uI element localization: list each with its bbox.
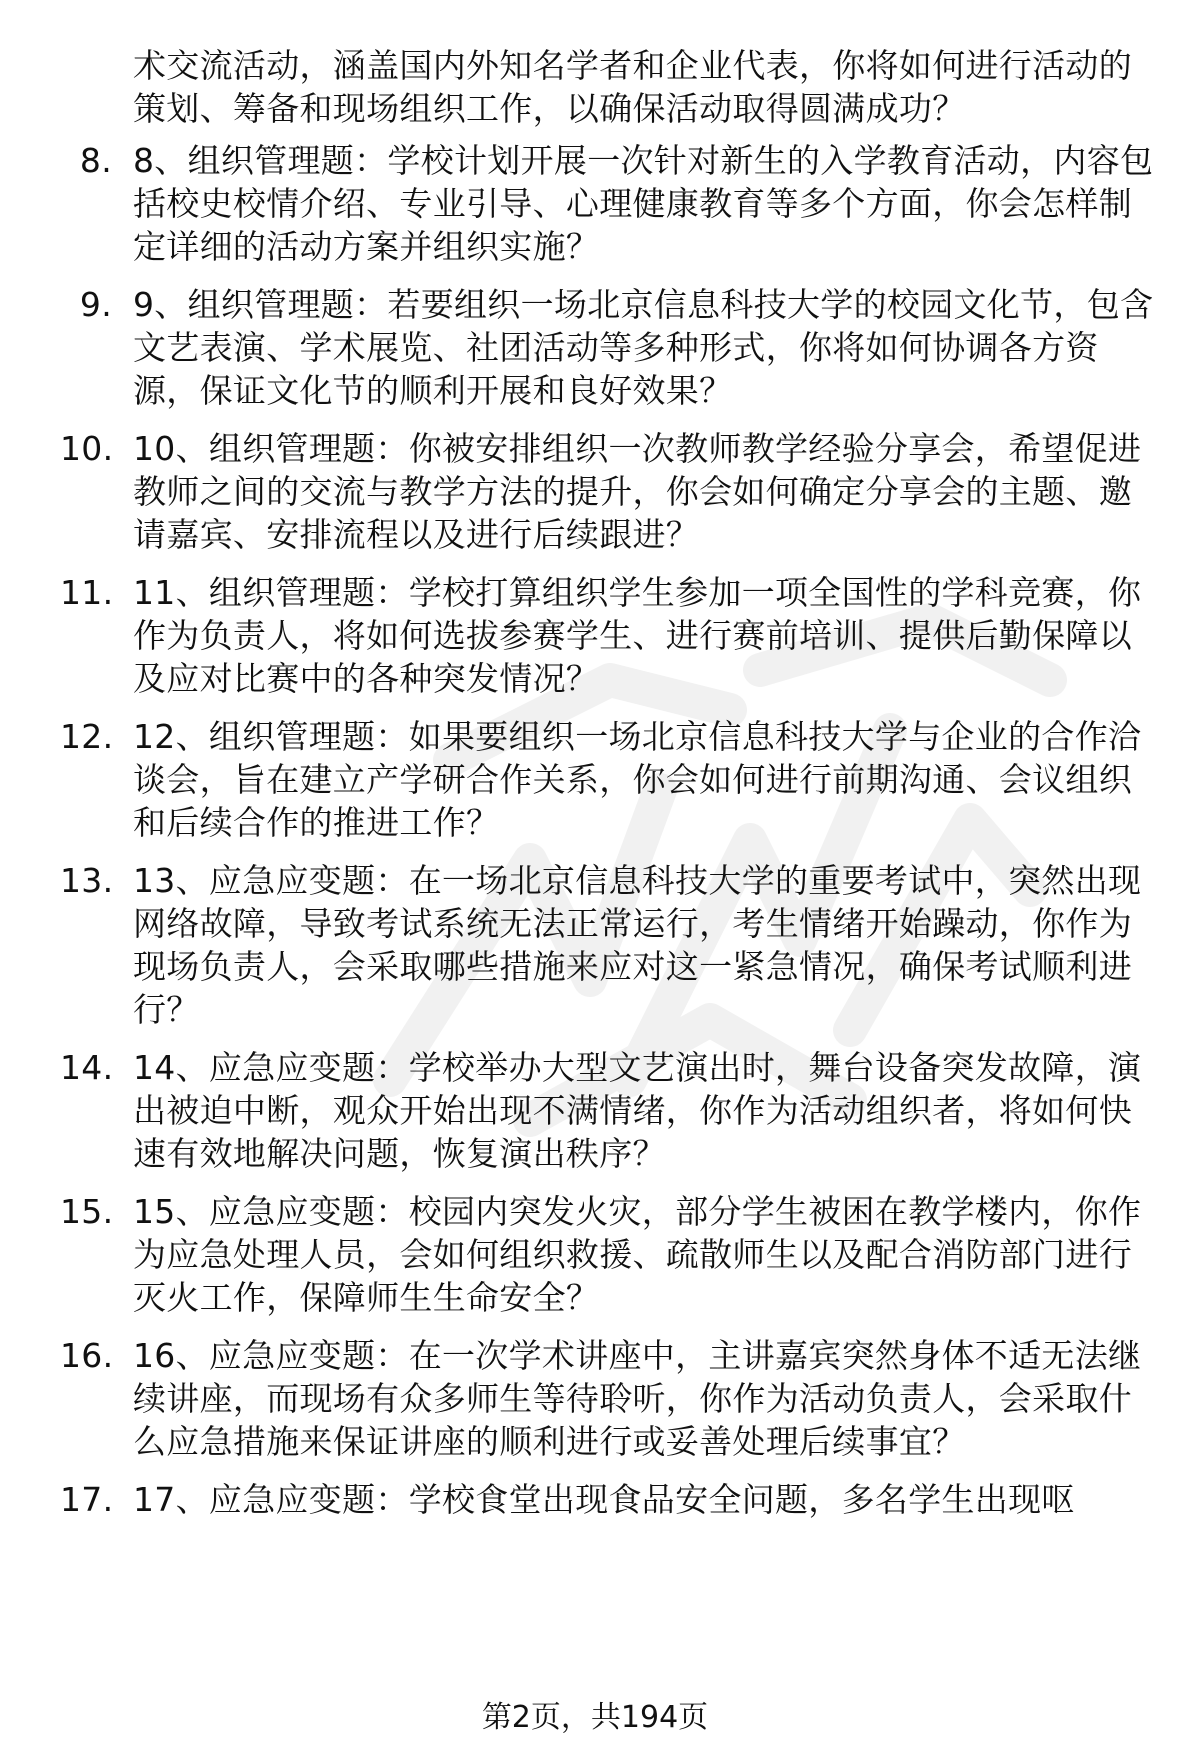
list-number: 14.	[60, 1048, 114, 1087]
list-number: 13.	[60, 861, 114, 900]
question-text: 13、应急应变题：在一场北京信息科技大学的重要考试中，突然出现网络故障，导致考试系统无法正常运行，考生情绪开始躁动，你作为现场负责人，会采取哪些措施来应对这一紧急情况，确保考试顺利进行？	[133, 861, 1142, 1029]
list-item	[60, 139, 1160, 268]
list-number: 10.	[60, 429, 114, 468]
list-number: 11.	[60, 573, 114, 612]
list-item	[60, 571, 1160, 700]
list-item	[60, 427, 1160, 556]
question-text: 9、组织管理题：若要组织一场北京信息科技大学的校园文化节，包含文艺表演、学术展览、社团活动等多种形式，你将如何协调各方资源，保证文化节的顺利开展和良好效果？	[133, 285, 1154, 410]
question-text: 17、应急应变题：学校食堂出现食品安全问题，多名学生出现呕	[133, 1480, 1075, 1519]
list-number: 15.	[60, 1192, 114, 1231]
list-number: 9.	[79, 285, 112, 324]
question-text: 10、组织管理题：你被安排组织一次教师教学经验分享会，希望促进教师之间的交流与教学方法的提升，你会如何确定分享会的主题、邀请嘉宾、安排流程以及进行后续跟进？	[133, 429, 1142, 554]
list-item	[60, 859, 1160, 1031]
question-text: 15、应急应变题：校园内突发火灾，部分学生被困在教学楼内，你作为应急处理人员，会如何组织救援、疏散师生以及配合消防部门进行灭火工作，保障师生生命安全？	[133, 1192, 1142, 1317]
list-number: 8.	[79, 141, 112, 180]
continued-paragraph: 术交流活动，涵盖国内外知名学者和企业代表，你将如何进行活动的策划、筹备和现场组织工作，以确保活动取得圆满成功？	[133, 46, 1132, 128]
list-item	[60, 283, 1160, 412]
question-text: 11、组织管理题：学校打算组织学生参加一项全国性的学科竞赛，你作为负责人，将如何选拔参赛学生、进行赛前培训、提供后勤保障以及应对比赛中的各种突发情况？	[133, 573, 1142, 698]
list-item	[60, 1190, 1160, 1319]
question-text: 8、组织管理题：学校计划开展一次针对新生的入学教育活动，内容包括校史校情介绍、专业引导、心理健康教育等多个方面，你会怎样制定详细的活动方案并组织实施？	[133, 141, 1154, 266]
question-text: 16、应急应变题：在一次学术讲座中，主讲嘉宾突然身体不适无法继续讲座，而现场有众多师生等待聆听，你作为活动负责人，会采取什么应急措施来保证讲座的顺利进行或妥善处理后续事宜？	[133, 1336, 1142, 1461]
question-text: 12、组织管理题：如果要组织一场北京信息科技大学与企业的合作洽谈会，旨在建立产学研合作关系，你会如何进行前期沟通、会议组织和后续合作的推进工作？	[133, 717, 1142, 842]
list-number: 17.	[60, 1480, 114, 1519]
list-item	[60, 1046, 1160, 1175]
page-footer: 第2页，共194页	[481, 1700, 709, 1735]
list-item	[60, 1334, 1160, 1463]
list-number: 16.	[60, 1336, 114, 1375]
question-list	[60, 139, 1160, 1521]
document-body	[60, 44, 1160, 1536]
question-text: 14、应急应变题：学校举办大型文艺演出时，舞台设备突发故障，演出被迫中断，观众开始出现不满情绪，你作为活动组织者，将如何快速有效地解决问题，恢复演出秩序？	[133, 1048, 1142, 1173]
list-item	[60, 715, 1160, 844]
list-item	[60, 1478, 1160, 1521]
list-number: 12.	[60, 717, 114, 756]
